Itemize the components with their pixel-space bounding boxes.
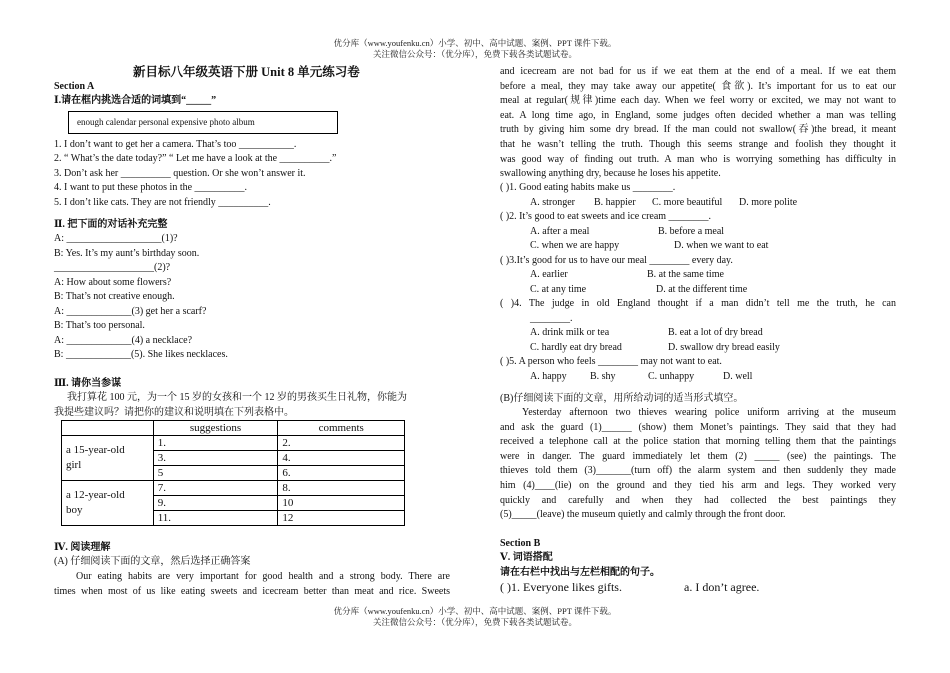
question-4-line-1: ( )4. The judge in old England thought if a man didn’t tell me the truth, he can — [500, 298, 896, 309]
passage-line: thieves told them (3)_______(turn off) the alarm system and then suddenly they made — [500, 465, 896, 477]
table-cell[interactable]: 12 — [278, 511, 405, 526]
word-box — [68, 111, 338, 134]
q5-option-c: C. unhappy — [648, 371, 695, 382]
passage-line: received a telephone call at the police station that morning telling them that the paintings — [500, 436, 896, 448]
girl-label — [62, 436, 154, 481]
passage-b — [500, 406, 896, 523]
part4-subheading: (A) 仔细阅读下面的文章，然后选择正确答案 — [54, 556, 251, 567]
table-cell[interactable]: 4. — [278, 451, 405, 466]
table-cell[interactable]: 7. — [153, 481, 278, 496]
q4-option-a: A. drink milk or tea — [530, 327, 610, 338]
question-5: ( )5. A person who feels ________ may not want to eat. — [500, 356, 722, 367]
passage-line: and ask the guard (1)______ (show) them Monet’s paintings. They said that they had — [500, 421, 896, 433]
q1-option-d: D. more polite — [739, 197, 798, 208]
question-4-line-2: ________. — [530, 313, 573, 324]
header-line-2: 关注微信公众号：（优分库），免费下载各类试题试卷。 — [372, 49, 577, 59]
table-cell[interactable]: 2. — [278, 436, 405, 451]
q1-option-a: A. stronger — [530, 197, 575, 208]
section-b-label: Section B — [500, 538, 541, 549]
passage-line: Yesterday afternoon two thieves wearing police uniform arriving at the museum — [522, 407, 896, 418]
part1-item-2: 2. “ What’s the date today?” “ Let me have a look at the __________.” — [54, 153, 337, 164]
part5-heading: Ⅴ. 词语搭配 — [500, 552, 553, 563]
table-header-row — [62, 421, 405, 436]
section-a-label: Section A — [54, 81, 95, 92]
passage-line: swallowing anything dry, because he loses his appetite. — [500, 168, 721, 180]
q4-option-d: D. swallow dry bread easily — [668, 342, 780, 353]
dialogue-line-2: B: Yes. It’s my aunt’s birthday soon. — [54, 248, 200, 259]
part1-item-5: 5. I don’t like cats. They are not friendly __________. — [54, 197, 271, 208]
q5-option-a: A. happy — [530, 371, 567, 382]
dialogue-line-5: B: That’s not creative enough. — [54, 291, 175, 302]
part5-question-1: ( )1. Everyone likes gifts. — [500, 580, 622, 594]
question-1: ( )1. Good eating habits make us ________. — [500, 182, 676, 193]
q4-option-c: C. hardly eat dry bread — [530, 342, 622, 353]
table-cell[interactable]: 8. — [278, 481, 405, 496]
q3-option-d: D. at the different time — [656, 284, 748, 295]
passage-a-right — [500, 65, 896, 182]
dialogue-line-7: B: That’s too personal. — [54, 320, 145, 331]
page-header — [0, 38, 950, 60]
q5-option-d: D. well — [723, 371, 753, 382]
passage-line: him (4)____(lie) on the ground and they tied his arm and legs. They worked very — [500, 479, 896, 491]
passage-a-left — [54, 570, 450, 599]
footer-line-2: 关注微信公众号：（优分库），免费下载各类试题试卷。 — [372, 617, 577, 627]
part3-heading: Ⅲ. 请你当参谋 — [54, 378, 122, 389]
table-corner — [62, 421, 154, 436]
part4-heading: Ⅳ. 阅读理解 — [54, 542, 111, 553]
part3-text-1: 我打算花 100 元，为一个 15 岁的女孩和一个 12 岁的男孩买生日礼物，你能为 — [67, 392, 407, 403]
footer-line-1: 优分库（www.youfenku.cn）小学、初中、高中试题、案例、PPT 课件下载。 — [333, 606, 617, 616]
table-head-comments: comments — [278, 421, 405, 436]
q1-option-b: B. happier — [594, 197, 636, 208]
passage-line: meal at regular(规律)time each day. When we feel worry or excited, we may not want to — [500, 95, 896, 107]
question-3: ( )3.It’s good for us to have our meal ________ every day. — [500, 255, 733, 266]
table-head-suggestions: suggestions — [153, 421, 278, 436]
suggestion-table — [61, 420, 405, 526]
word-box-text: enough calendar personal expensive photo album — [77, 117, 255, 127]
dialogue-line-1: A: ___________________(1)? — [54, 233, 178, 244]
table-cell[interactable]: 5 — [153, 466, 278, 481]
part1-item-3: 3. Don’t ask her __________ question. Or she won’t answer it. — [54, 168, 306, 179]
boy-label — [62, 481, 154, 526]
q3-option-c: C. at any time — [530, 284, 587, 295]
table-cell[interactable]: 10 — [278, 496, 405, 511]
boy-label-line-1: a 12-year-old — [66, 489, 125, 501]
dialogue-line-3: ____________________(2)? — [54, 262, 171, 273]
passage-line: truth by giving him some dry bread. If the man could not swallow(吞)the bread, it meant — [500, 124, 896, 136]
q2-option-c: C. when we are happy — [530, 240, 620, 251]
page-footer — [0, 606, 950, 628]
q3-option-b: B. at the same time — [647, 269, 724, 280]
passage-line: Our eating habits are very important for good health and a strong body. There are — [76, 571, 450, 582]
girl-label-line-2: girl — [66, 459, 82, 471]
question-4 — [500, 297, 896, 312]
q4-option-b: B. eat a lot of dry bread — [668, 327, 763, 338]
dialogue-line-4: A: How about some flowers? — [54, 277, 172, 288]
passage-line: was good way of finding out truth. A man who is worrying something has difficulty in — [500, 153, 896, 165]
q1-option-c: C. more beautiful — [652, 197, 723, 208]
table-row — [62, 436, 405, 451]
passage-line: eat. A long time ago, in England, some judges often decided whether a man was telling — [500, 109, 896, 121]
dialogue-line-6: A: _____________(3) get her a scarf? — [54, 306, 207, 317]
table-row — [62, 481, 405, 496]
q2-option-a: A. after a meal — [530, 226, 590, 237]
part5-subheading: 请在右栏中找出与左栏相配的句子。 — [500, 567, 660, 578]
part-b-heading: (B)仔细阅读下面的文章，用所给动词的适当形式填空。 — [500, 393, 744, 404]
q3-option-a: A. earlier — [530, 269, 568, 280]
passage-line: quickly and carefully and when they had collected the best paintings they — [500, 494, 896, 506]
part1-item-1: 1. I don’t want to get her a camera. That’s too ___________. — [54, 139, 297, 150]
question-2: ( )2. It’s good to eat sweets and ice cream ________. — [500, 211, 712, 222]
passage-line: times when most of us like eating sweets and icecream better than meat and rice. Sweets — [54, 585, 450, 597]
part1-heading: Ⅰ.请在框内挑选合适的词填到“_____” — [54, 95, 217, 106]
part1-item-4: 4. I want to put these photos in the __________. — [54, 182, 248, 193]
dialogue-line-9: B: _____________(5). She likes necklaces. — [54, 349, 228, 360]
part3-text-2: 我提些建议吗？请把你的建议和说明填在下列表格中。 — [54, 407, 294, 418]
passage-line: before a meal, they may take away our appetite( 食欲). It’s important for us to eat our — [500, 80, 896, 92]
passage-line: (5)_____(leave) the museum quietly and calmly through the front door. — [500, 509, 786, 521]
table-cell[interactable]: 9. — [153, 496, 278, 511]
passage-line: and icecream are not bad for us if we eat them at the end of a meal. If we eat them — [500, 66, 896, 77]
table-cell[interactable]: 3. — [153, 451, 278, 466]
page-title: 新目标八年级英语下册 Unit 8 单元练习卷 — [133, 65, 360, 79]
table-cell[interactable]: 6. — [278, 466, 405, 481]
table-cell[interactable]: 11. — [153, 511, 278, 526]
passage-line: that he wasn’t telling the truth. Though this seems strange and foolish they thought it — [500, 138, 896, 150]
dialogue-line-8: A: _____________(4) a necklace? — [54, 335, 193, 346]
q2-option-d: D. when we want to eat — [674, 240, 769, 251]
part2-heading: Ⅱ. 把下面的对话补充完整 — [54, 219, 168, 230]
boy-label-line-2: boy — [66, 504, 83, 516]
header-line-1: 优分库（www.youfenku.cn）小学、初中、高中试题、案例、PPT 课件下载。 — [333, 38, 617, 48]
table-cell[interactable]: 1. — [153, 436, 278, 451]
passage-line: were in danger. The guard immediately let them (2) _____ (see) the paintings. The — [500, 450, 896, 462]
q5-option-b: B. shy — [590, 371, 616, 382]
girl-label-line-1: a 15-year-old — [66, 444, 125, 456]
part5-answer-a: a. I don’t agree. — [684, 580, 760, 594]
q2-option-b: B. before a meal — [658, 226, 725, 237]
